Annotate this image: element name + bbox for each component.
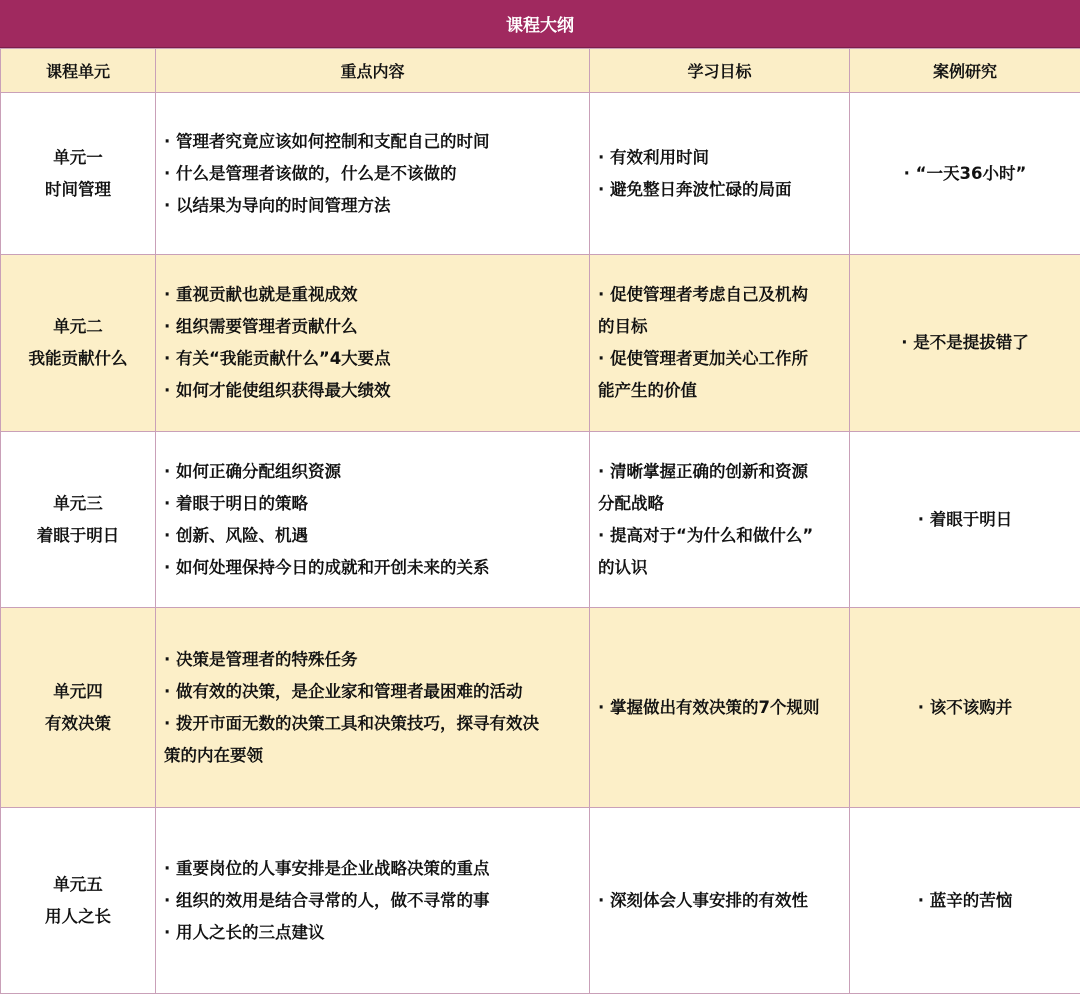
header-goals: 学习目标 [590, 49, 850, 93]
unit-cell [1, 608, 156, 808]
table-title: 课程大纲 [0, 0, 1080, 48]
unit-name: 着眼于明日 [36, 525, 120, 545]
goal-item: · 深刻体会人事安排的有效性 [598, 890, 809, 910]
goal-item: 能产生的价值 [598, 381, 697, 400]
content-cell [156, 93, 590, 255]
content-item: · 以结果为导向的时间管理方法 [164, 195, 391, 215]
unit-name: 我能贡献什么 [28, 349, 128, 368]
unit-cell [1, 808, 156, 994]
table-row [1, 432, 1080, 608]
unit-number: 单元三 [53, 493, 103, 513]
goal-cell [590, 808, 850, 994]
content-item: · 组织的效用是结合寻常的人，做不寻常的事 [164, 890, 490, 910]
unit-cell [1, 432, 156, 608]
goal-item: 的目标 [598, 317, 648, 336]
goal-item: · 避免整日奔波忙碌的局面 [598, 179, 792, 199]
goal-item: 分配战略 [598, 493, 664, 513]
goal-cell [590, 93, 850, 255]
case-cell: · “一天36小时” [850, 93, 1080, 255]
content-cell [156, 432, 590, 608]
content-item: · 着眼于明日的策略 [164, 493, 309, 513]
content-item: · 如何才能使组织获得最大绩效 [164, 381, 391, 400]
content-item: · 如何处理保持今日的成就和开创未来的关系 [164, 557, 490, 577]
course-outline-table [0, 48, 1080, 994]
content-item: · 用人之长的三点建议 [164, 922, 325, 942]
content-cell [156, 808, 590, 994]
goal-cell [590, 432, 850, 608]
unit-name: 时间管理 [45, 179, 111, 199]
content-cell [156, 255, 590, 432]
header-case: 案例研究 [850, 49, 1080, 93]
case-cell: · 着眼于明日 [850, 432, 1080, 608]
content-item: · 拨开市面无数的决策工具和决策技巧，探寻有效决 [164, 713, 540, 733]
content-item: 策的内在要领 [164, 745, 263, 765]
content-item: · 组织需要管理者贡献什么 [164, 317, 358, 336]
table-row [1, 255, 1080, 432]
content-item: · 重要岗位的人事安排是企业战略决策的重点 [164, 858, 490, 878]
header-row [1, 49, 1080, 93]
goal-item: · 促使管理者考虑自己及机构 [598, 285, 809, 304]
content-item: · 什么是管理者该做的，什么是不该做的 [164, 163, 457, 183]
goal-cell [590, 255, 850, 432]
unit-cell [1, 255, 156, 432]
header-unit: 课程单元 [1, 49, 156, 93]
goal-item: · 促使管理者更加关心工作所 [598, 349, 809, 368]
case-cell: · 该不该购并 [850, 608, 1080, 808]
unit-cell [1, 93, 156, 255]
unit-number: 单元二 [53, 317, 103, 336]
content-item: · 决策是管理者的特殊任务 [164, 649, 358, 669]
content-cell [156, 608, 590, 808]
content-item: · 创新、风险、机遇 [164, 525, 309, 545]
content-item: · 有关“我能贡献什么”4大要点 [164, 349, 391, 368]
content-item: · 做有效的决策，是企业家和管理者最困难的活动 [164, 681, 523, 701]
table-row [1, 93, 1080, 255]
content-item: · 重视贡献也就是重视成效 [164, 285, 358, 304]
case-cell: · 是不是提拔错了 [850, 255, 1080, 432]
goal-item: · 有效利用时间 [598, 147, 710, 167]
table-row [1, 608, 1080, 808]
goal-item: · 掌握做出有效决策的7个规则 [598, 697, 820, 717]
case-cell: · 蓝辛的苦恼 [850, 808, 1080, 994]
unit-number: 单元四 [53, 681, 103, 701]
content-item: · 管理者究竟应该如何控制和支配自己的时间 [164, 131, 490, 151]
unit-number: 单元五 [53, 874, 103, 894]
table-row [1, 808, 1080, 994]
unit-number: 单元一 [53, 147, 103, 167]
goal-item: · 清晰掌握正确的创新和资源 [598, 461, 809, 481]
goal-item: · 提高对于“为什么和做什么” [598, 525, 814, 545]
content-item: · 如何正确分配组织资源 [164, 461, 342, 481]
header-content: 重点内容 [156, 49, 590, 93]
goal-cell [590, 608, 850, 808]
unit-name: 用人之长 [45, 906, 111, 926]
goal-item: 的认识 [598, 557, 648, 577]
unit-name: 有效决策 [45, 713, 111, 733]
